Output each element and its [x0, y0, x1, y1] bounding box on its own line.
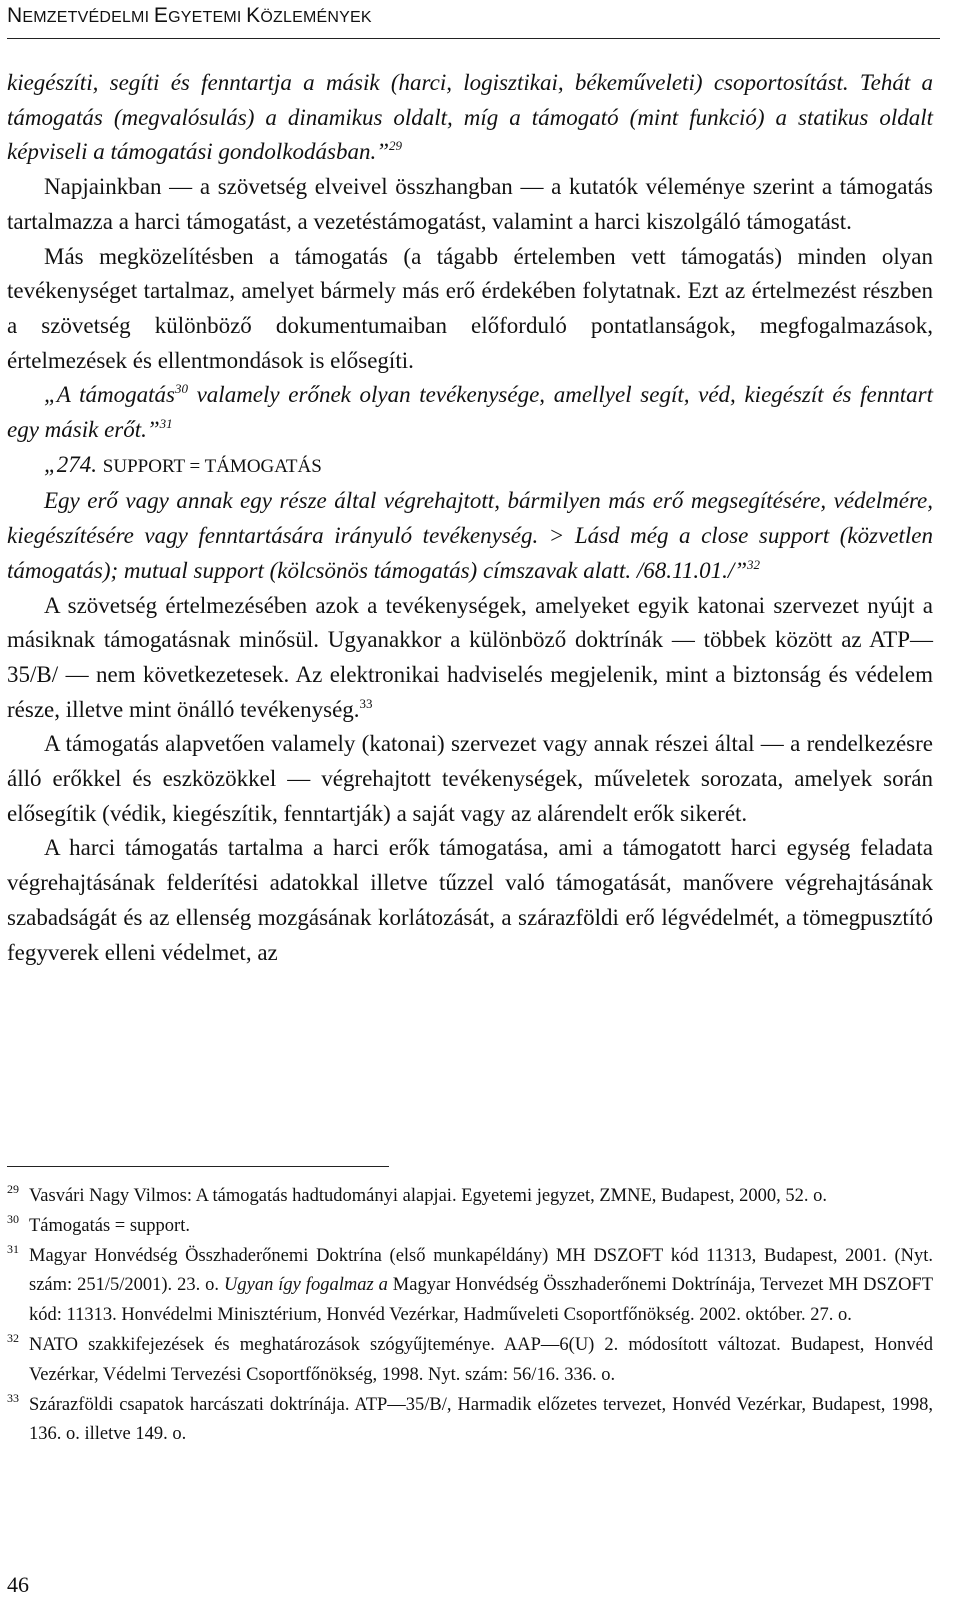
- paragraph: [7, 589, 933, 728]
- header-part: ÖZLEMÉNYEK: [260, 9, 372, 26]
- footnote-ref[interactable]: 33: [359, 695, 373, 711]
- footnote-text: Vasvári Nagy Vilmos: A támogatás hadtudományi alapjai. Egyetemi jegyzet, ZMNE, Budapest, 2000, 52. o.: [29, 1186, 828, 1206]
- footnotes: [7, 1182, 933, 1450]
- header-part: EMZETVÉDELMI: [22, 9, 154, 26]
- paragraph-text: kiegészíti, segíti és fenntartja a másik (harci, logisztikai, békeműveleti) csoportosítást. Tehát a támogatás (megvalósulás) a dinamikus oldalt, míg a támogató (mint funkció) a statikus oldalt képviseli a támogatási gondolkodásban.”: [7, 70, 933, 165]
- quote-text: „A támogatás: [44, 382, 175, 408]
- paragraph: A támogatás alapvetően valamely (katonai) szervezet vagy annak részei által — a rendelkezésre álló erőkkel és eszközökkel — végrehajtott tevékenységek, műveletek sorozata, amelyek során elősegítik (védik, kiegészítik, fenntartják) a saját vagy az alárendelt erők sikerét.: [7, 731, 933, 826]
- header-initial: E: [153, 4, 169, 27]
- footnote: $^{30}$ Támogatás = support.: [7, 1211, 190, 1236]
- header-initial: K: [246, 4, 261, 27]
- quote-text: valamely erőnek olyan tevékenysége, amellyel segít, véd, kiegészít és fenntart egy másik erőt.”: [7, 382, 933, 443]
- footnote-ref[interactable]: 31: [159, 416, 173, 432]
- header-part: GYETEMI: [168, 9, 247, 26]
- paragraph: Más megközelítésben a támogatás (a tágabb értelemben vett támogatás) minden olyan tevékenységet tartalmaz, amelyet bármely más erő érdekében folytatnak. Ezt az értelmezést részben a szövetség különböző dokumentumaiban előforduló pontatlanságok, megfogalmazások, értelmezések és ellentmondások is elősegíti.: [7, 243, 933, 373]
- paragraph: A harci támogatás tartalma a harci erők támogatása, ami a támogatott harci egység feladata végrehajtásának felderítési adatokkal illetve tűzzel való támogatását, manővere végrehajtásának szabadságát és az ellenség mozgásának korlátozását, a szárazföldi erő légvédelmét, a tömegpusztító fegyverek elleni védelmet, az: [7, 835, 933, 965]
- paragraph: [7, 66, 933, 170]
- definition-number: „274.: [44, 451, 103, 477]
- header-rule: [7, 38, 940, 39]
- footnote: $^{32}$ NATO szakkifejezések és meghatározások szógyűjteménye. AAP—6(U) 2. módosított változat. Budapest, Honvéd Vezérkar, Védelmi Tervezési Csoportfőnökség, 1998. Nyt. szám: 56/16. 336. o.: [7, 1330, 933, 1385]
- definition-text: [7, 484, 933, 588]
- quote: [7, 378, 933, 447]
- paragraph-text: A szövetség értelmezésében azok a tevékenységek, amelyeket egyik katonai szervezet nyújt a másiknak támogatásnak minősül. Ugyanakkor a különböző doktrínák — többek között az ATP—35/B/ — nem következetesek. Az elektronikai hadviselés megjelenik, mint a biztonság és védelem része, illetve mint önálló tevékenység.: [7, 592, 933, 722]
- quote-text: Egy erő vagy annak egy része által végrehajtott, bármilyen más erő megsegítésére, védelmére, kiegészítésére vagy fenntartására irányuló tevékenység. > Lásd még a close support (közvetlen támogatás); mutual support (kölcsönös támogatás) címszavak alatt. /68.11.01./”: [7, 488, 933, 583]
- footnote-text: Szárazföldi csapatok harcászati doktrínája. ATP—35/B/, Harmadik előzetes tervezet, Honvéd Vezérkar, Budapest, 1998, 136. o. illetve 149. o.: [29, 1394, 933, 1445]
- body-text: [7, 66, 933, 970]
- footnote-text: Támogatás = support.: [29, 1215, 190, 1236]
- footnote-ref[interactable]: 29: [389, 138, 403, 154]
- page-number: 46: [7, 1572, 29, 1597]
- footnote-text: Ugyan így fogalmaz a: [224, 1275, 388, 1296]
- footnote-ref[interactable]: 30: [174, 381, 188, 397]
- footnote-text: Magyar Honvédség Összhaderőnemi Doktrínája, Tervezet MH DSZOFT kód: 11313. Honvédelmi Minisztérium, Honvéd Vezérkar, Hadműveleti Csoportfőnökség. 2002. október. 27. o.: [29, 1275, 934, 1326]
- footnote-text: Magyar Honvédség Összhaderőnemi Doktrína (első munkapéldány) MH DSZOFT kód 11313, Budapest, 2001. (Nyt. szám: 251/5/2001). 23. o.: [29, 1245, 933, 1296]
- header-initial: N: [7, 4, 23, 27]
- definition-title: SUPPORT = TÁMOGATÁS: [102, 455, 322, 477]
- running-header: [7, 4, 372, 28]
- footnote: $^{31}$ Magyar Honvédség Összhaderőnemi Doktrína (első munkapéldány) MH DSZOFT kód 11313, Budapest, 2001. (Nyt. szám: 251/5/2001). 23. o. Ugyan így fogalmaz a Magyar Honvédség Összhaderőnemi Doktrínája, Tervezet MH DSZOFT kód: 11313. Honvédelmi Minisztérium, Honvéd Vezérkar, Hadműveleti Csoportfőnökség. 2002. október. 27. o.: [7, 1241, 934, 1326]
- footnote: $^{29}$ Vasvári Nagy Vilmos: A támogatás hadtudományi alapjai. Egyetemi jegyzet, ZMNE, Budapest, 2000, 52. o.: [7, 1182, 828, 1206]
- footnote-ref[interactable]: 32: [747, 556, 761, 572]
- paragraph: Napjainkban — a szövetség elveivel összhangban — a kutatók véleménye szerint a támogatás tartalmazza a harci támogatást, a vezetéstámogatást, valamint a harci kiszolgáló támogatást.: [7, 174, 933, 234]
- footnote-text: NATO szakkifejezések és meghatározások szógyűjteménye. AAP—6(U) 2. módosított változat. Budapest, Honvéd Vezérkar, Védelmi Tervezési Csoportfőnökség, 1998. Nyt. szám: 56/16. 336. o.: [29, 1334, 933, 1385]
- footnote-rule: [7, 1166, 389, 1167]
- definition-heading: [7, 448, 933, 485]
- footnote: $^{33}$ Szárazföldi csapatok harcászati doktrínája. ATP—35/B/, Harmadik előzetes tervezet, Honvéd Vezérkar, Budapest, 1998, 136. o. illetve 149. o.: [7, 1390, 933, 1445]
